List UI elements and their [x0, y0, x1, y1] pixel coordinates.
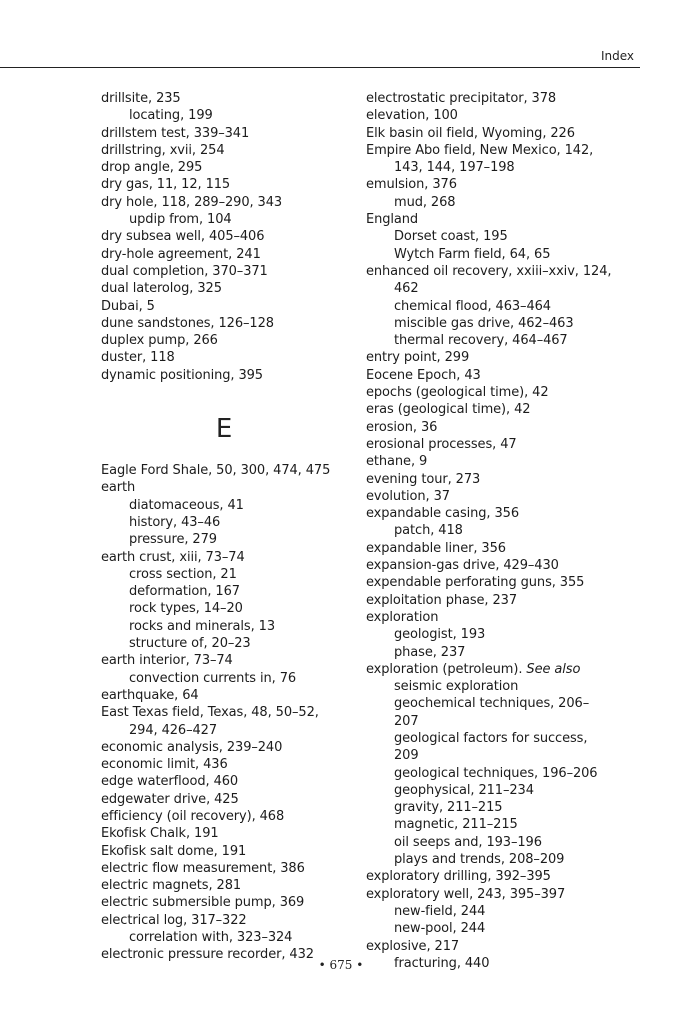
index-entry	[101, 176, 401, 193]
entry-text: explosive, 217	[366, 938, 460, 954]
entry-text: 207	[394, 713, 419, 729]
entry-text: correlation with, 323–324	[129, 930, 293, 946]
entry-text: Elk basin oil field, Wyoming, 226	[366, 125, 575, 141]
entry-text: electrical log, 317–322	[101, 912, 247, 928]
entry-text: exploitation phase, 237	[366, 592, 517, 608]
index-subentry	[366, 920, 666, 937]
entry-text: Dubai, 5	[101, 298, 155, 314]
index-entry	[366, 90, 666, 107]
index-subentry	[101, 107, 401, 124]
index-subentry	[366, 246, 666, 263]
index-entries-e-continued	[366, 90, 666, 972]
index-entry	[366, 436, 666, 453]
entry-text: epochs (geological time), 42	[366, 385, 549, 401]
index-entry	[366, 868, 666, 885]
index-subentry	[366, 626, 666, 643]
entry-text: drop angle, 295	[101, 160, 203, 176]
entry-text: erosional processes, 47	[366, 436, 517, 452]
entry-text: geophysical, 211–234	[394, 782, 534, 798]
entry-text: electrostatic precipitator, 378	[366, 91, 557, 106]
index-subentry	[366, 851, 666, 868]
index-entry	[366, 592, 666, 609]
index-entries-e	[101, 462, 401, 964]
index-entry	[101, 246, 401, 263]
index-entry	[366, 661, 666, 678]
entry-text: expandable liner, 356	[366, 540, 506, 556]
index-entry	[101, 825, 401, 842]
index-entry	[366, 557, 666, 574]
index-entry	[101, 773, 401, 790]
index-entry	[366, 176, 666, 193]
entry-text: electric magnets, 281	[101, 878, 242, 894]
index-subentry	[366, 332, 666, 349]
entry-text: electronic pressure recorder, 432	[101, 947, 314, 963]
entry-text: diatomaceous, 41	[129, 497, 244, 513]
index-entry	[366, 488, 666, 505]
entry-text: East Texas field, Texas, 48, 50–52,	[101, 705, 319, 721]
index-subentry	[101, 670, 401, 687]
entry-text: exploratory well, 243, 395–397	[366, 886, 566, 902]
index-entry	[101, 894, 401, 911]
page-number: • 675 •	[318, 958, 364, 972]
index-subentry	[366, 644, 666, 661]
index-subentry	[366, 194, 666, 211]
entry-text: electric flow measurement, 386	[101, 860, 305, 876]
index-column-right	[366, 90, 666, 972]
index-subentry	[366, 747, 666, 764]
see-also-reference: See also	[526, 661, 581, 677]
index-subentry	[366, 816, 666, 833]
index-subentry	[366, 834, 666, 851]
entry-text: phase, 237	[394, 644, 466, 660]
entry-text: drillstem test, 339–341	[101, 125, 250, 141]
index-entry	[366, 349, 666, 366]
entry-text: convection currents in, 76	[129, 670, 297, 686]
index-subentry	[101, 566, 401, 583]
index-entry	[366, 938, 666, 955]
index-entry	[366, 384, 666, 401]
index-entry	[101, 756, 401, 773]
index-entry	[101, 808, 401, 825]
entry-text: Eocene Epoch, 43	[366, 367, 481, 383]
entry-text: history, 43–46	[129, 514, 221, 530]
entry-text: mud, 268	[394, 194, 456, 210]
entry-text: economic limit, 436	[101, 757, 228, 773]
entry-text: oil seeps and, 193–196	[394, 834, 542, 850]
index-entry	[366, 125, 666, 142]
entry-text: duplex pump, 266	[101, 333, 218, 349]
entry-text: duster, 118	[101, 350, 175, 366]
index-subentry	[366, 522, 666, 539]
index-entry	[366, 574, 666, 591]
entry-text: expandable casing, 356	[366, 506, 520, 522]
index-subentry	[366, 298, 666, 315]
index-entry	[101, 791, 401, 808]
entry-text: Wytch Farm field, 64, 65	[394, 246, 551, 262]
index-entry	[366, 886, 666, 903]
entry-text: dune sandstones, 126–128	[101, 315, 274, 331]
entry-text: rock types, 14–20	[129, 601, 243, 617]
entry-text: locating, 199	[129, 108, 213, 124]
entry-text: structure of, 20–23	[129, 636, 251, 652]
index-entry	[101, 125, 401, 142]
index-entry	[101, 90, 401, 107]
index-entry	[101, 704, 401, 721]
index-entry	[101, 860, 401, 877]
entry-text: plays and trends, 208–209	[394, 852, 565, 868]
index-entry	[101, 142, 401, 159]
index-entry	[101, 159, 401, 176]
header-rule	[0, 67, 640, 68]
entry-text: dry hole, 118, 289–290, 343	[101, 194, 283, 210]
index-subentry	[101, 531, 401, 548]
index-subentry	[366, 280, 666, 297]
entry-text: elevation, 100	[366, 108, 458, 124]
entry-text: eras (geological time), 42	[366, 402, 531, 418]
index-entry	[101, 739, 401, 756]
index-entry	[101, 687, 401, 704]
index-entry	[101, 280, 401, 297]
index-entry	[101, 912, 401, 929]
entry-text: pressure, 279	[129, 532, 217, 548]
index-subentry	[366, 228, 666, 245]
entry-text: dual laterolog, 325	[101, 281, 222, 297]
index-entry	[101, 462, 401, 479]
index-subentry	[366, 695, 666, 712]
index-entry	[366, 471, 666, 488]
index-subentry	[101, 497, 401, 514]
index-subentry	[366, 765, 666, 782]
entry-text: patch, 418	[394, 523, 463, 539]
index-entry	[366, 107, 666, 124]
entry-text: new-field, 244	[394, 903, 486, 919]
index-subentry	[101, 514, 401, 531]
index-entry	[101, 194, 401, 211]
index-entry	[366, 263, 666, 280]
index-subentry	[101, 929, 401, 946]
index-subentry	[366, 903, 666, 920]
entry-text: geochemical techniques, 206–	[394, 696, 590, 712]
entry-text: Eagle Ford Shale, 50, 300, 474, 475	[101, 463, 331, 479]
index-entry	[366, 609, 666, 626]
entry-text: exploration (petroleum).	[366, 661, 523, 677]
entry-text: seismic exploration	[394, 679, 519, 695]
entry-text: earth	[101, 480, 136, 496]
index-entry	[101, 367, 401, 384]
entry-text: Empire Abo field, New Mexico, 142,	[366, 142, 594, 158]
entry-text: economic analysis, 239–240	[101, 739, 283, 755]
entry-text: ethane, 9	[366, 454, 428, 470]
entry-text: evolution, 37	[366, 488, 450, 504]
entry-text: entry point, 299	[366, 350, 470, 366]
entry-text: geologist, 193	[394, 627, 486, 643]
entry-text: electric submersible pump, 369	[101, 895, 305, 911]
entry-text: deformation, 167	[129, 584, 240, 600]
index-subentry	[366, 782, 666, 799]
index-entry	[366, 540, 666, 557]
entry-text: England	[366, 212, 419, 228]
entry-text: miscible gas drive, 462–463	[394, 315, 574, 331]
index-subentry	[101, 600, 401, 617]
index-entry	[366, 367, 666, 384]
entry-text: new-pool, 244	[394, 921, 486, 937]
index-entry	[101, 349, 401, 366]
entry-text: dry subsea well, 405–406	[101, 229, 265, 245]
entry-text: drillstring, xvii, 254	[101, 142, 225, 158]
entry-text: geological factors for success,	[394, 730, 588, 746]
entry-text: erosion, 36	[366, 419, 438, 435]
entry-text: thermal recovery, 464–467	[394, 333, 568, 349]
index-entry	[366, 211, 666, 228]
entry-text: magnetic, 211–215	[394, 817, 518, 833]
entry-text: 143, 144, 197–198	[394, 160, 515, 176]
index-subentry	[366, 678, 666, 695]
entry-text: dual completion, 370–371	[101, 263, 268, 279]
entry-text: expendable perforating guns, 355	[366, 575, 585, 591]
entry-text: gravity, 211–215	[394, 800, 503, 816]
entry-text: edge waterflood, 460	[101, 774, 239, 790]
index-column-left	[101, 90, 401, 964]
entry-text: rocks and minerals, 13	[129, 618, 275, 634]
index-entry	[366, 419, 666, 436]
index-entries-d	[101, 90, 401, 384]
entry-text: dry gas, 11, 12, 115	[101, 177, 231, 193]
entry-text: dynamic positioning, 395	[101, 367, 263, 383]
entry-text: evening tour, 273	[366, 471, 481, 487]
index-entry	[366, 453, 666, 470]
entry-text: exploration	[366, 609, 439, 625]
entry-text: earth interior, 73–74	[101, 653, 233, 669]
entry-text: dry-hole agreement, 241	[101, 246, 261, 262]
index-entry	[101, 298, 401, 315]
index-entry	[366, 505, 666, 522]
entry-text: 462	[394, 281, 419, 297]
index-entry	[101, 263, 401, 280]
entry-text: enhanced oil recovery, xxiii–xxiv, 124,	[366, 263, 612, 279]
index-entry	[101, 332, 401, 349]
index-entry	[101, 652, 401, 669]
index-subentry	[101, 211, 401, 228]
index-subentry	[366, 713, 666, 730]
entry-text: earthquake, 64	[101, 687, 199, 703]
index-subentry	[101, 722, 401, 739]
index-subentry	[366, 159, 666, 176]
entry-text: expansion-gas drive, 429–430	[366, 558, 559, 574]
entry-text: exploratory drilling, 392–395	[366, 869, 551, 885]
index-subentry	[101, 635, 401, 652]
entry-text: Ekofisk Chalk, 191	[101, 826, 219, 842]
index-subentry	[366, 315, 666, 332]
index-entry	[101, 877, 401, 894]
index-entry	[366, 401, 666, 418]
index-entry	[101, 228, 401, 245]
entry-text: Dorset coast, 195	[394, 229, 508, 245]
index-subentry	[366, 799, 666, 816]
entry-text: edgewater drive, 425	[101, 791, 239, 807]
entry-text: efficiency (oil recovery), 468	[101, 808, 285, 824]
entry-text: 209	[394, 748, 419, 764]
index-entry	[101, 315, 401, 332]
entry-text: earth crust, xiii, 73–74	[101, 549, 245, 565]
entry-text: Ekofisk salt dome, 191	[101, 843, 247, 859]
entry-text: emulsion, 376	[366, 177, 457, 193]
index-entry	[101, 549, 401, 566]
entry-text: updip from, 104	[129, 212, 232, 228]
index-entry	[366, 142, 666, 159]
index-subentry	[366, 730, 666, 747]
section-letter-heading: E	[215, 414, 233, 445]
entry-text: 294, 426–427	[129, 722, 218, 738]
entry-text: chemical flood, 463–464	[394, 298, 551, 314]
index-entry	[101, 843, 401, 860]
entry-text: cross section, 21	[129, 566, 237, 582]
index-subentry	[101, 583, 401, 600]
running-head: Index	[600, 49, 634, 63]
index-subentry	[101, 618, 401, 635]
entry-text: fracturing, 440	[394, 955, 490, 971]
index-entry	[101, 479, 401, 496]
entry-text: drillsite, 235	[101, 91, 181, 106]
entry-text: geological techniques, 196–206	[394, 765, 598, 781]
